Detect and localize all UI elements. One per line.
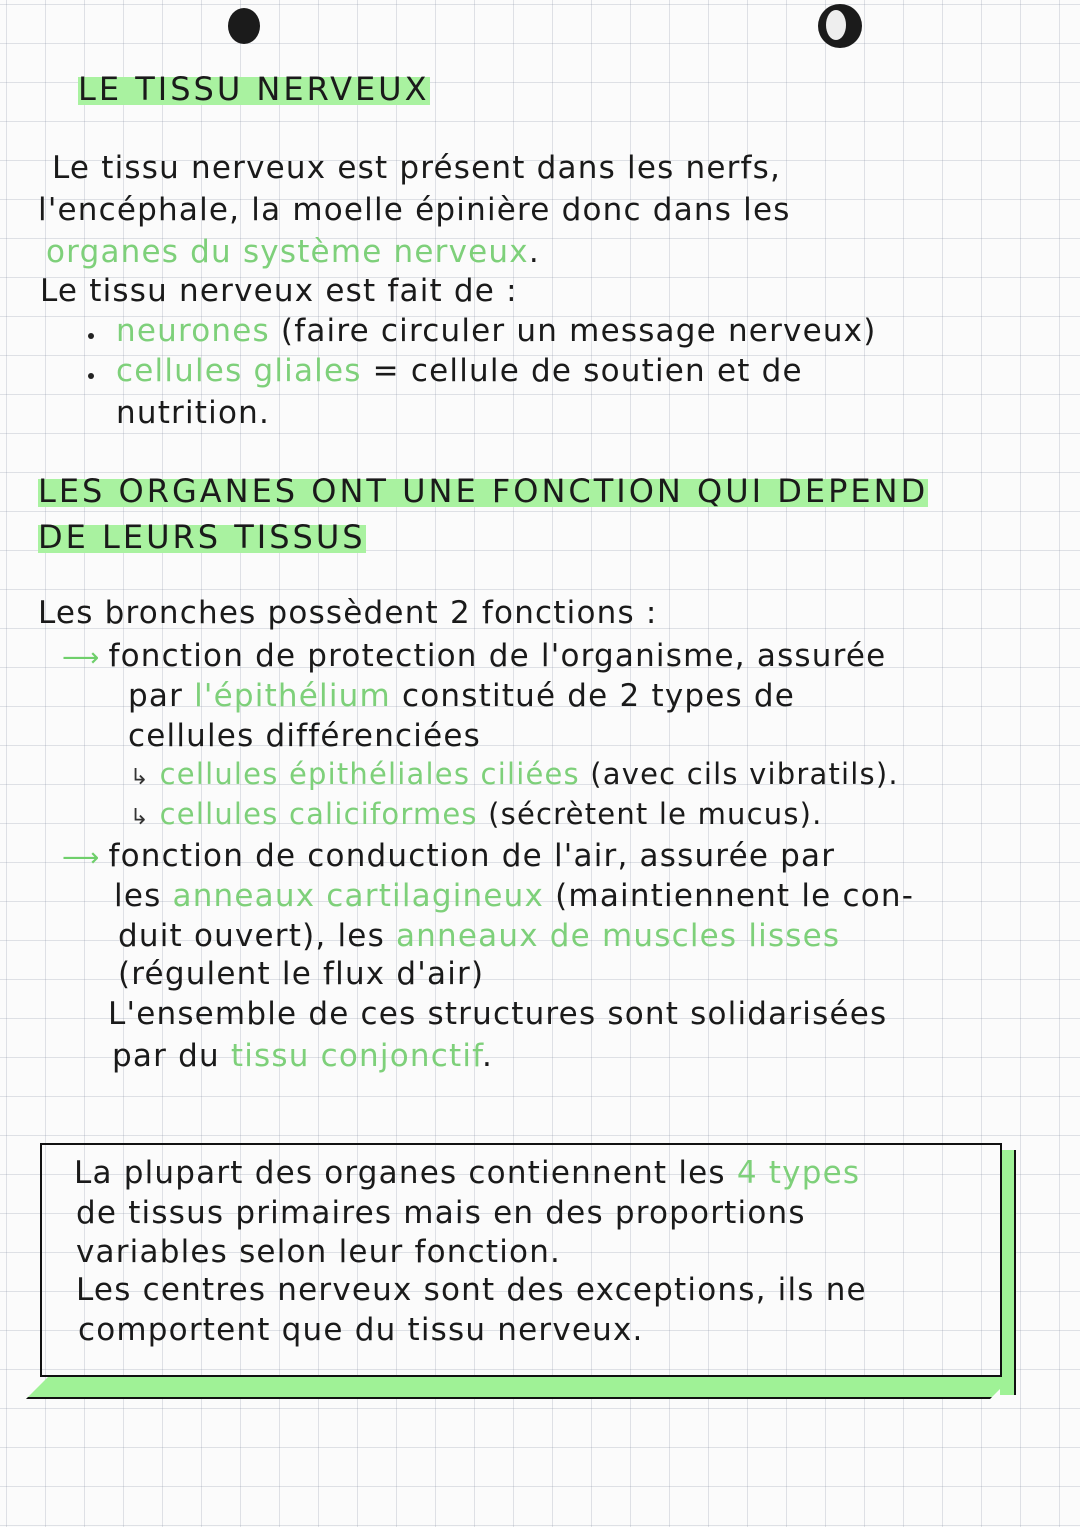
- section1-intro: Le tissu nerveux est fait de :: [40, 273, 518, 309]
- section1-p1-green: organes du système nerveux: [46, 234, 529, 270]
- section1-bullet-cont: nutrition.: [116, 395, 271, 431]
- section2-title-line2: [38, 518, 366, 556]
- box-line5: comportent que du tissu nerveux.: [78, 1312, 644, 1348]
- section2-title-line1-text: LES ORGANES ONT UNE FONCTION QUI DEPEND: [38, 472, 929, 510]
- function2-line3-green: anneaux de muscles lisses: [395, 918, 841, 954]
- bullet-2-rest: = cellule de soutien et de: [361, 353, 803, 389]
- summary-box-shadow-right: [1000, 1150, 1016, 1395]
- box-line1-green: 4 types: [736, 1155, 861, 1191]
- function2-line2-green: anneaux cartilagineux: [172, 878, 545, 914]
- binder-ring-left-decoration: [228, 8, 260, 44]
- section2-title-line1: [38, 472, 928, 510]
- bullet-dot-1: [88, 333, 94, 339]
- section1-title-text: LE TISSU NERVEUX: [78, 70, 430, 108]
- section1-p1-line2: l'encéphale, la moelle épinière donc dans les: [38, 192, 791, 228]
- bullet-dot-2: [88, 373, 94, 379]
- function2-line3-a: duit ouvert), les: [118, 918, 396, 954]
- arrow-right-icon: ⟶: [62, 843, 101, 873]
- sub1-rest: (avec cils vibratils).: [579, 757, 899, 791]
- section2-intro: Les bronches possèdent 2 fonctions :: [38, 595, 658, 631]
- function1-sub2: [130, 797, 823, 831]
- sub2-rest: (sécrètent le mucus).: [477, 797, 823, 831]
- function2-line2-b: (maintiennent le con-: [544, 878, 915, 914]
- function2-line1: [62, 838, 835, 874]
- function2-line6-b: .: [481, 1038, 494, 1074]
- sub1-green: cellules épithéliales ciliées: [159, 757, 580, 791]
- section1-p1-line1: Le tissu nerveux est présent dans les nerfs,: [52, 150, 782, 186]
- function1-line1-text: fonction de protection de l'organisme, assurée: [108, 638, 887, 674]
- box-line1: [74, 1155, 860, 1191]
- function2-line1-text: fonction de conduction de l'air, assurée par: [108, 838, 836, 874]
- section1-title: [78, 70, 430, 108]
- bullet-1-rest: (faire circuler un message nerveux): [269, 313, 877, 349]
- function2-line6: [112, 1038, 493, 1074]
- section1-p1-end: .: [528, 234, 540, 270]
- box-line2: de tissus primaires mais en des proportions: [76, 1195, 806, 1231]
- function2-line3: [118, 918, 840, 954]
- section2-title-line2-text: DE LEURS TISSUS: [38, 518, 366, 556]
- summary-box-shadow-bottom: [26, 1377, 1012, 1399]
- section1-p1-line3: [46, 234, 540, 270]
- function1-line2-green: l'épithélium: [194, 678, 391, 714]
- function1-line3: cellules différenciées: [128, 718, 482, 754]
- box-line3: variables selon leur fonction.: [76, 1234, 562, 1270]
- section1-bullet-2: [116, 353, 803, 389]
- function1-line1: [62, 638, 886, 674]
- binder-ring-right-highlight: [826, 10, 846, 40]
- function2-line2: [114, 878, 914, 914]
- bullet-2-term: cellules gliales: [116, 353, 362, 389]
- box-line1-a: La plupart des organes contiennent les: [74, 1155, 737, 1191]
- function2-line5: L'ensemble de ces structures sont solidarisées: [108, 996, 888, 1032]
- arrow-right-icon: ⟶: [62, 643, 101, 673]
- function1-sub1: [130, 757, 899, 791]
- sub2-green: cellules caliciformes: [159, 797, 478, 831]
- function1-line2-a: par: [128, 678, 195, 714]
- function2-line4: (régulent le flux d'air): [118, 956, 485, 992]
- function2-line6-a: par du: [112, 1038, 231, 1074]
- function2-line6-green: tissu conjonctif: [230, 1038, 482, 1074]
- box-line4: Les centres nerveux sont des exceptions, ils ne: [76, 1272, 867, 1308]
- function2-line2-a: les: [114, 878, 173, 914]
- section1-bullet-1: [116, 313, 877, 349]
- sub-arrow-icon: ↳: [130, 805, 150, 830]
- function1-line2-b: constitué de 2 types de: [390, 678, 796, 714]
- sub-arrow-icon: ↳: [130, 765, 150, 790]
- bullet-1-term: neurones: [116, 313, 270, 349]
- function1-line2: [128, 678, 795, 714]
